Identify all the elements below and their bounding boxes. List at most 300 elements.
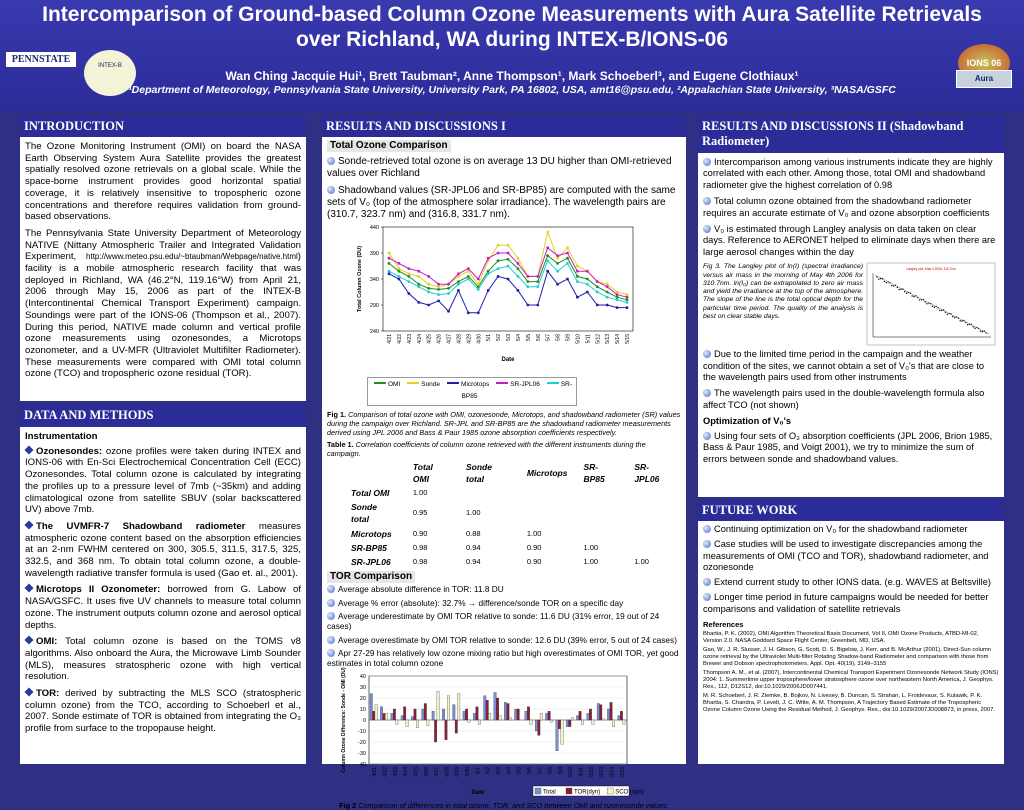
bullet-icon bbox=[327, 186, 335, 194]
fig3-point bbox=[932, 306, 933, 307]
tor-text: Average absolute difference in TOR: 11.8 DU bbox=[338, 584, 504, 595]
diamond-bullet-icon bbox=[24, 584, 33, 593]
tor-text: Average % error (absolute): 32.7% → difference/sonde TOR on a specific day bbox=[338, 597, 624, 608]
native-link[interactable]: http://www.meteo.psu.edu/~btaubman/Webpage/native.html bbox=[86, 252, 298, 262]
instrument-label: TOR: bbox=[36, 688, 60, 700]
future-title: FUTURE WORK bbox=[698, 500, 1004, 521]
fig2-caption: Comparison of differences in total ozone, TOR, and SCO between OMI and ozonesonde values. bbox=[358, 800, 669, 810]
fig1-xtick-label: 5/12 bbox=[595, 334, 602, 344]
results1-title: RESULTS AND DISCUSSIONS I bbox=[322, 116, 686, 137]
fig1-point bbox=[556, 257, 559, 260]
table-cell: 0.94 bbox=[465, 557, 481, 567]
bullet-icon bbox=[703, 540, 711, 548]
fig1-point bbox=[546, 231, 549, 234]
fig2-xtick-label: 4/25 bbox=[413, 766, 420, 777]
fig2-bar bbox=[545, 713, 547, 720]
fig1-point bbox=[576, 296, 579, 299]
fig2-xtick-label: 4/27 bbox=[434, 766, 441, 777]
fig3-point bbox=[973, 326, 974, 327]
fig1-xtick-label: 5/8 bbox=[555, 334, 562, 342]
fig1-point bbox=[467, 312, 470, 315]
fig3-point bbox=[947, 314, 948, 315]
fig2-bar bbox=[571, 717, 573, 719]
poster-title-line1: Intercomparison of Ground-based Column Ozone Measurements with Aura Satellite Retrievals bbox=[42, 3, 982, 26]
diamond-bullet-icon bbox=[24, 520, 33, 529]
tor-text: Average underestimate by OMI TOR relative to sonde: 11.6 DU (31% error, 19 out of 24 cases) bbox=[327, 611, 660, 632]
fig2-bar bbox=[372, 711, 374, 720]
tor-text: Apr 27-29 has relatively low ozone mixing ratio but high overestimates of OMI TOR, yet good estimates in total column ozone bbox=[327, 647, 679, 669]
fig1-point bbox=[596, 280, 599, 283]
fig1-point bbox=[566, 257, 569, 260]
fig2-xlabel: Date bbox=[471, 789, 485, 796]
intro-p2 bbox=[25, 228, 301, 380]
fig2-bar bbox=[478, 720, 480, 724]
fig2-legend-swatch bbox=[607, 788, 613, 794]
legend-label: SR-BP85 bbox=[461, 381, 573, 401]
fig1-point bbox=[427, 287, 430, 290]
fig2-bar bbox=[447, 695, 449, 719]
table-column-header: SR-JPL06 bbox=[634, 461, 660, 484]
fig1-ytick-label: 240 bbox=[369, 329, 379, 336]
fig3-point bbox=[961, 321, 962, 322]
tor-text: Average overestimate by OMI TOR relative to sonde: 12.6 DU (39% error, 5 out of 24 cases) bbox=[338, 634, 677, 645]
bullet-icon bbox=[703, 225, 711, 233]
fig1-xtick-label: 5/2 bbox=[496, 334, 503, 342]
fig3-point bbox=[952, 316, 953, 317]
reference-item: Gao, W., J. R. Slusser, J. H. Gibson, G. Scott, D. S. Bigelow, J. Kerr, and B. McArthur (2001), Direct-Sun column ozone retrieval by the Ultraviolet Multi-filter Rotating Shadow-band Radiometer and comparison with those from Brewer and Dobson spectrophotometers, Appl. Opt. 40(19), 3149–3155 bbox=[703, 647, 992, 668]
fig1-point bbox=[626, 293, 629, 296]
fig1-point bbox=[566, 262, 569, 265]
diamond-bullet-icon bbox=[24, 445, 33, 454]
fig3-point bbox=[974, 328, 975, 329]
fig2-bar bbox=[385, 713, 387, 720]
table-column-header: SR-BP85 bbox=[583, 461, 605, 484]
fig1-xtick-label: 5/1 bbox=[486, 334, 493, 342]
r2-bullet5: The wavelength pairs used in the double-wavelength formula also affect TCO (not shown) bbox=[703, 388, 985, 410]
table-row-header: Sonde total bbox=[351, 502, 377, 525]
fig2-bar bbox=[607, 709, 609, 720]
bullet-icon bbox=[703, 525, 711, 533]
r2-bullet1: Intercomparison among various instruments indicate they are highly correlated with each other. Among those, total OMI and shadowband radiometer give the highest correlation of 0.98 bbox=[703, 157, 993, 190]
fig2-bar bbox=[561, 720, 563, 744]
fig1-point bbox=[566, 278, 569, 281]
table-cell bbox=[458, 486, 519, 500]
fig1-point bbox=[417, 286, 420, 289]
fig1-point bbox=[467, 278, 470, 281]
fig2-bar bbox=[406, 720, 408, 727]
table-cell: 1.00 bbox=[583, 542, 599, 552]
fig3-point bbox=[954, 317, 955, 318]
legend-label: Microtops bbox=[461, 381, 490, 389]
fig1-point bbox=[497, 252, 500, 255]
fig3-point bbox=[891, 285, 892, 286]
fig1-point bbox=[556, 283, 559, 286]
diamond-bullet-icon bbox=[24, 636, 33, 645]
fig1-xtick-label: 4/22 bbox=[396, 334, 403, 344]
tor-item bbox=[327, 584, 681, 594]
fig1-point bbox=[437, 300, 440, 303]
future-text: Continuing optimization on V₀ for the shadowband radiometer bbox=[714, 524, 968, 534]
fig1-point bbox=[388, 273, 391, 276]
fig2-bar bbox=[548, 711, 550, 720]
fig1-xtick-label: 5/15 bbox=[625, 334, 631, 344]
fig2-bar bbox=[453, 704, 455, 719]
fig1-ytick-label: 440 bbox=[369, 225, 379, 232]
table-cell: 0.90 bbox=[526, 542, 542, 552]
fig3-point bbox=[899, 289, 900, 290]
fig2-xtick-label: 4/23 bbox=[392, 766, 399, 777]
fig1-point bbox=[616, 293, 619, 296]
fig1-point bbox=[596, 304, 599, 307]
results2-title: RESULTS AND DISCUSSIONS II (Shadowband Radiometer) bbox=[698, 116, 1004, 152]
fig1-xtick-label: 4/21 bbox=[387, 334, 393, 344]
fig1-xtick-label: 4/23 bbox=[406, 334, 413, 344]
fig1-point bbox=[497, 244, 500, 247]
fig3-point bbox=[884, 281, 885, 282]
fig3-point bbox=[982, 331, 983, 332]
fig1-point bbox=[487, 273, 490, 276]
fig1-point bbox=[586, 291, 589, 294]
fig1-point bbox=[497, 260, 500, 263]
fig2-bar bbox=[504, 702, 506, 720]
fig2-xtick-label: 4/30 bbox=[465, 766, 472, 777]
legend-label: OMI bbox=[387, 381, 401, 389]
fig2-bar bbox=[517, 709, 519, 720]
fig1-point bbox=[497, 267, 500, 270]
fig1-point bbox=[457, 280, 460, 283]
fig1-point bbox=[526, 275, 529, 278]
fig1-point bbox=[576, 275, 579, 278]
fig2-xtick-label: 5/12 bbox=[588, 766, 595, 777]
table-cell: 1.00 bbox=[465, 508, 481, 518]
instrument-text: measures atmospheric ozone content based on the absorption efficiencies at an 2-nm FWHM centered on 300, 305.5, 311.5, 317.5, 325, 332.5, and 368 nm. To obtain total column ozone, a double-wavelength radiative transfer formula is used (Gao et. al., 2001). bbox=[25, 520, 301, 579]
bullet-icon bbox=[703, 350, 711, 358]
fig1-point bbox=[536, 304, 539, 307]
fig2-bar bbox=[463, 711, 465, 720]
instrument-text: derived by subtracting the MLS SCO (stratospheric column ozone) from the TCO, according to Schoeberl et al., 2007. Sonde estimate of TOR is obtained from integrating the O₃ profile from surface to the tropopause height. bbox=[25, 688, 301, 735]
fig1-point bbox=[517, 262, 520, 265]
instrument-item bbox=[25, 446, 301, 516]
fig1-point bbox=[447, 283, 450, 286]
fig2-xtick-label: 5/15 bbox=[619, 766, 626, 777]
optimization-heading: Optimization of V₀'s bbox=[703, 416, 792, 427]
fig1-point bbox=[517, 275, 520, 278]
fig1-xtick-label: 4/24 bbox=[416, 334, 423, 344]
fig2-xtick-label: 4/21 bbox=[372, 766, 379, 777]
fig2-bar bbox=[383, 713, 385, 720]
total-ozone-subhead: Total Ozone Comparison bbox=[327, 140, 451, 152]
fig3-point bbox=[893, 286, 894, 287]
table-row-header: Total OMI bbox=[351, 488, 390, 499]
fig1-point bbox=[417, 270, 420, 273]
fig2-bar bbox=[612, 720, 614, 727]
instrument-label: The UVMFR-7 Shadowband radiometer bbox=[36, 520, 246, 532]
fig2-legend-swatch bbox=[566, 788, 572, 794]
fig3-point bbox=[939, 310, 940, 311]
results1-panel bbox=[322, 137, 686, 810]
fig2-bar bbox=[370, 693, 372, 719]
table-cell: 1.00 bbox=[526, 528, 542, 538]
fig2-bar bbox=[530, 720, 532, 724]
fig2-bar bbox=[465, 709, 467, 720]
fig2-bar bbox=[434, 720, 436, 742]
fig1-point bbox=[437, 283, 440, 286]
legend-swatch bbox=[407, 382, 419, 384]
fig1-point bbox=[536, 280, 539, 283]
fig1-point bbox=[507, 252, 510, 255]
table-row bbox=[339, 486, 681, 500]
fig2-ytick-label: 10 bbox=[359, 706, 366, 713]
fig1-point bbox=[487, 270, 490, 273]
fig2-bar bbox=[403, 706, 405, 719]
fig1-point bbox=[576, 270, 579, 273]
fig2-bar bbox=[566, 720, 568, 727]
fig2-xtick-label: 4/24 bbox=[403, 766, 410, 777]
fig1-point bbox=[388, 262, 391, 265]
r2-bullet6: Using four sets of O₃ absorption coefficients (JPL 2006, Brion 1985, Bass & Paur 1985, and Voigt 2001), we try to minimize the sum of errors between sonde and shadowband values. bbox=[703, 430, 993, 464]
fig1-point bbox=[586, 278, 589, 281]
fig2-ytick-label: -30 bbox=[358, 750, 366, 757]
table-row bbox=[339, 500, 681, 526]
r1-bullet1: Sonde-retrieved total ozone is on average 13 DU higher than OMI-retrieved values over Richland bbox=[327, 156, 672, 180]
pennstate-logo: PENNSTATE bbox=[6, 52, 76, 67]
fig1-point bbox=[457, 289, 460, 292]
intro-panel bbox=[20, 137, 306, 401]
fig3-point bbox=[924, 302, 925, 303]
fig2-bar bbox=[496, 698, 498, 720]
table-row-header: Microtops bbox=[351, 528, 392, 539]
fig1-point bbox=[398, 278, 401, 281]
bullet-icon bbox=[703, 158, 711, 166]
fig2-bar bbox=[484, 695, 486, 719]
intro-p2b: ) facility is a mobile atmospheric research facility that was deployed in Richland, WA (46.2°N, 119.16°W) from April 21, 2006 through May 15, 2006 as part of the INTEX-B (Intercontinental Chemical Transport Experiment) campaign. Soundings were part of the IONS-06 (Thompson et al., 2007). During this period, NATIVE made column and vertical profile ozone measurements using ozonesondes, a Microtops ozonometer, and a UV-MFR (Ultraviolet Multifilter Radiometer). These measurements were compared with OMI total column ozone (TCO) and tropospheric ozone residual (TOR). bbox=[25, 251, 301, 380]
fig1-ytick-label: 290 bbox=[369, 303, 379, 310]
diamond-bullet-icon bbox=[24, 688, 33, 697]
fig1-ylabel: Total Column Ozone (DU) bbox=[357, 246, 363, 313]
fig2-bar bbox=[422, 709, 424, 720]
fig2-bar bbox=[468, 720, 470, 722]
references-heading: References bbox=[703, 620, 744, 630]
fig1-point bbox=[556, 254, 559, 257]
future-item bbox=[703, 524, 999, 535]
legend-swatch bbox=[496, 382, 508, 384]
fig3-caption: Fig 3. The Langley plot of ln(I) (spectral irradiance) versus air mass in the morning of May 4th 2006 for 310.7nm. ln(I₀) can be extrapolated to zero air mass and yield the irradiance at the top of the atmosphere. The slope of the line is the total optical depth for the particular time period. The quality of the analysis is best on clear stable days. bbox=[703, 263, 863, 321]
results2-panel bbox=[698, 153, 1004, 497]
fig2-ytick-label: 30 bbox=[359, 684, 366, 691]
instrument-item bbox=[25, 636, 301, 683]
fig2-legend-label: TOR(dyn) bbox=[574, 789, 601, 796]
fig1-xtick-label: 5/13 bbox=[605, 334, 612, 344]
fig3-point bbox=[913, 296, 914, 297]
data-methods-title: DATA AND METHODS bbox=[20, 405, 306, 426]
fig2-bar bbox=[525, 711, 527, 720]
fig2-xtick-label: 4/28 bbox=[444, 766, 451, 777]
references-list bbox=[703, 631, 999, 714]
table-cell: 0.94 bbox=[465, 542, 481, 552]
intro-p1: The Ozone Monitoring Instrument (OMI) on board the NASA Earth Observing System Aura Satellite provides the greatest spatially resolved ozone retrievals on a global scale. While the space-borne instrument provides good horizontal spatial coverage, it is relatively insensitive to tropospheric ozone concentrations and therefore requires validation from ground-based observations. bbox=[25, 141, 301, 223]
fig1-xtick-label: 5/3 bbox=[506, 334, 512, 342]
fig1-xtick-label: 4/25 bbox=[426, 334, 433, 344]
fig2-bar bbox=[391, 713, 393, 720]
fig1-point bbox=[586, 270, 589, 273]
fig3-point bbox=[904, 291, 905, 292]
fig2-legend-label: SCO (dyn) bbox=[615, 789, 644, 796]
fig1-xtick-label: 5/4 bbox=[515, 334, 522, 342]
fig1-point bbox=[487, 257, 490, 260]
fig2-bar bbox=[509, 717, 511, 719]
fig2-bar bbox=[618, 715, 620, 719]
instrument-text: Total column ozone is based on the TOMS v8 algorithms. Also onboard the Aura, the Microwave Limb Sounder (MLS), measures stratospheric ozone with high vertical resolution. bbox=[25, 636, 301, 683]
fig2-ytick-label: -40 bbox=[358, 761, 366, 768]
fig2-xtick-label: 4/29 bbox=[454, 766, 461, 777]
fig2-bar bbox=[445, 720, 447, 740]
fig1-point bbox=[546, 247, 549, 250]
fig1-xtick-label: 5/14 bbox=[615, 334, 622, 344]
fig1-line-chart bbox=[345, 223, 645, 379]
reference-item: Thompson A. M., et al. (2007), Intercontinental Chemical Transport Experiment Ozonesonde Network Study (IONS) 2004: 1. Summertime upper troposphere/lower stratosphere ozone over northeastern North America, J. Geophys. Res., 112, D12S12, doi:10.1029/2006JD007441. bbox=[703, 670, 999, 691]
fig1-point bbox=[606, 304, 609, 307]
fig1-point bbox=[417, 301, 420, 304]
table-row bbox=[339, 541, 681, 555]
fig1-point bbox=[546, 254, 549, 257]
fig2-bar bbox=[437, 691, 439, 720]
fig1-point bbox=[576, 265, 579, 268]
table-cell bbox=[626, 500, 681, 526]
tor-item bbox=[327, 635, 681, 645]
fig1-point bbox=[427, 275, 430, 278]
fig2-bar bbox=[589, 709, 591, 720]
fig2-bar bbox=[515, 709, 517, 720]
table1-caption: Correlation coefficients of column ozone retrieved with the different instruments during the campaign. bbox=[327, 439, 646, 458]
fig2-bar bbox=[458, 693, 460, 719]
fig1-xtick-label: 4/30 bbox=[476, 334, 483, 344]
fig1-xtick-label: 5/9 bbox=[565, 334, 572, 342]
table-cell: 1.00 bbox=[583, 557, 599, 567]
instrumentation-heading: Instrumentation bbox=[25, 431, 98, 442]
fig1-caption-label: Fig 1. bbox=[327, 409, 347, 419]
bullet-icon bbox=[327, 612, 335, 620]
fig1-point bbox=[586, 283, 589, 286]
fig1-point bbox=[457, 283, 460, 286]
bullet-icon bbox=[703, 578, 711, 586]
fig2-bar bbox=[610, 702, 612, 720]
future-list bbox=[703, 524, 999, 615]
fig1-point bbox=[447, 310, 450, 313]
fig1-point bbox=[417, 275, 420, 278]
fig1-point bbox=[606, 296, 609, 299]
bullet-icon bbox=[703, 197, 711, 205]
fig1-point bbox=[437, 293, 440, 296]
fig1-point bbox=[507, 258, 510, 261]
fig2-bar bbox=[540, 713, 542, 720]
legend-swatch bbox=[374, 382, 386, 384]
fig1-xtick-label: 4/28 bbox=[456, 334, 463, 344]
fig1-point bbox=[576, 280, 579, 283]
fig2-xtick-label: 5/14 bbox=[609, 766, 616, 777]
fig2-ytick-label: 0 bbox=[362, 717, 366, 724]
fig2-xtick-label: 5/9 bbox=[557, 766, 564, 774]
fig1-point bbox=[507, 278, 510, 281]
table-cell bbox=[575, 500, 626, 526]
table-cell: 1.00 bbox=[634, 557, 649, 567]
fig1-point bbox=[477, 278, 480, 281]
bullet-icon bbox=[327, 157, 335, 165]
fig3-langley-plot bbox=[867, 263, 995, 345]
fig1-point bbox=[388, 257, 391, 260]
fig1-point bbox=[407, 267, 410, 270]
fig1-point bbox=[427, 304, 430, 307]
fig1-point bbox=[417, 283, 420, 286]
fig1-point bbox=[467, 267, 470, 270]
fig1-ytick-label: 340 bbox=[369, 277, 379, 284]
table-cell: 0.88 bbox=[465, 528, 481, 538]
fig3-point bbox=[886, 282, 887, 283]
fig2-bar bbox=[476, 706, 478, 719]
fig1-point bbox=[388, 252, 391, 255]
fig1-xtick-label: 5/11 bbox=[585, 334, 592, 344]
bullet-icon bbox=[327, 636, 335, 644]
legend-label: Sonde bbox=[421, 381, 441, 389]
instrument-label: Microtops II Ozonometer: bbox=[36, 584, 161, 596]
fig1-point bbox=[507, 244, 510, 247]
fig1-point bbox=[517, 257, 520, 260]
fig2-bar bbox=[581, 720, 583, 724]
fig1-point bbox=[626, 306, 629, 309]
table-column-header: Microtops bbox=[526, 467, 568, 478]
table-cell: 1.00 bbox=[412, 488, 428, 498]
bullet-icon bbox=[703, 389, 711, 397]
table-row-header: SR-JPL06 bbox=[351, 557, 391, 568]
fig2-bar bbox=[380, 706, 382, 719]
fig2-bar bbox=[486, 700, 488, 720]
fig2-xtick-label: 5/7 bbox=[537, 766, 544, 774]
tor-item bbox=[327, 611, 681, 632]
fig2-bar bbox=[427, 720, 429, 726]
fig1-point bbox=[546, 270, 549, 273]
tor-subhead: TOR Comparison bbox=[327, 571, 415, 583]
intro-title: INTRODUCTION bbox=[20, 116, 306, 137]
aura-logo: Aura bbox=[956, 70, 1012, 88]
table1-caption-label: Table 1. bbox=[327, 439, 354, 449]
fig1-point bbox=[526, 280, 529, 283]
future-text: Case studies will be used to investigate discrepancies among the measurements of OMI (TCO and TOR), shadowband radiometer, and ozonesonde bbox=[703, 539, 989, 572]
fig1-point bbox=[437, 288, 440, 291]
fig2-xtick-label: 5/8 bbox=[547, 766, 554, 774]
fig1-xtick-label: 5/6 bbox=[535, 334, 542, 342]
fig1-point bbox=[407, 292, 410, 295]
fig2-xtick-label: 5/3 bbox=[496, 766, 502, 774]
table-cell: 0.95 bbox=[412, 508, 428, 518]
tor-item bbox=[327, 648, 681, 669]
bullet-icon bbox=[327, 585, 335, 593]
fig3-point bbox=[980, 331, 981, 332]
fig1-point bbox=[596, 291, 599, 294]
fig2-bar bbox=[600, 704, 602, 719]
fig2-bar bbox=[587, 713, 589, 720]
table-row bbox=[339, 555, 681, 569]
fig1-point bbox=[407, 275, 410, 278]
fig1-point bbox=[616, 306, 619, 309]
fig2-bar bbox=[550, 720, 552, 722]
fig2-bar bbox=[569, 720, 571, 727]
fig2-bar bbox=[538, 720, 540, 735]
fig2-bar bbox=[592, 720, 594, 724]
poster-title-line2: over Richland, WA during INTEX-B/IONS-06 bbox=[295, 28, 729, 51]
fig1-point bbox=[427, 283, 430, 286]
fig2-bar bbox=[393, 709, 395, 720]
reference-item: M. R. Schoeberl, J. R. Ziemke, B. Bojkov, N. Livesey, B. Duncan, S. Strahan, L. Froidevaux, S. Kulawik, P. K. Bhartia, S. Chandra, P. Levelt, J. C. Witte, A. M. Thompson, A Trajectory Based Estimate of the Tropospheric Ozone Column Ozone Using the Residual Method, J. Geophys. Res., doi:10.1029/2007JD008873, in press, 2007. bbox=[703, 693, 995, 714]
fig1-ytick-label: 390 bbox=[369, 251, 379, 258]
